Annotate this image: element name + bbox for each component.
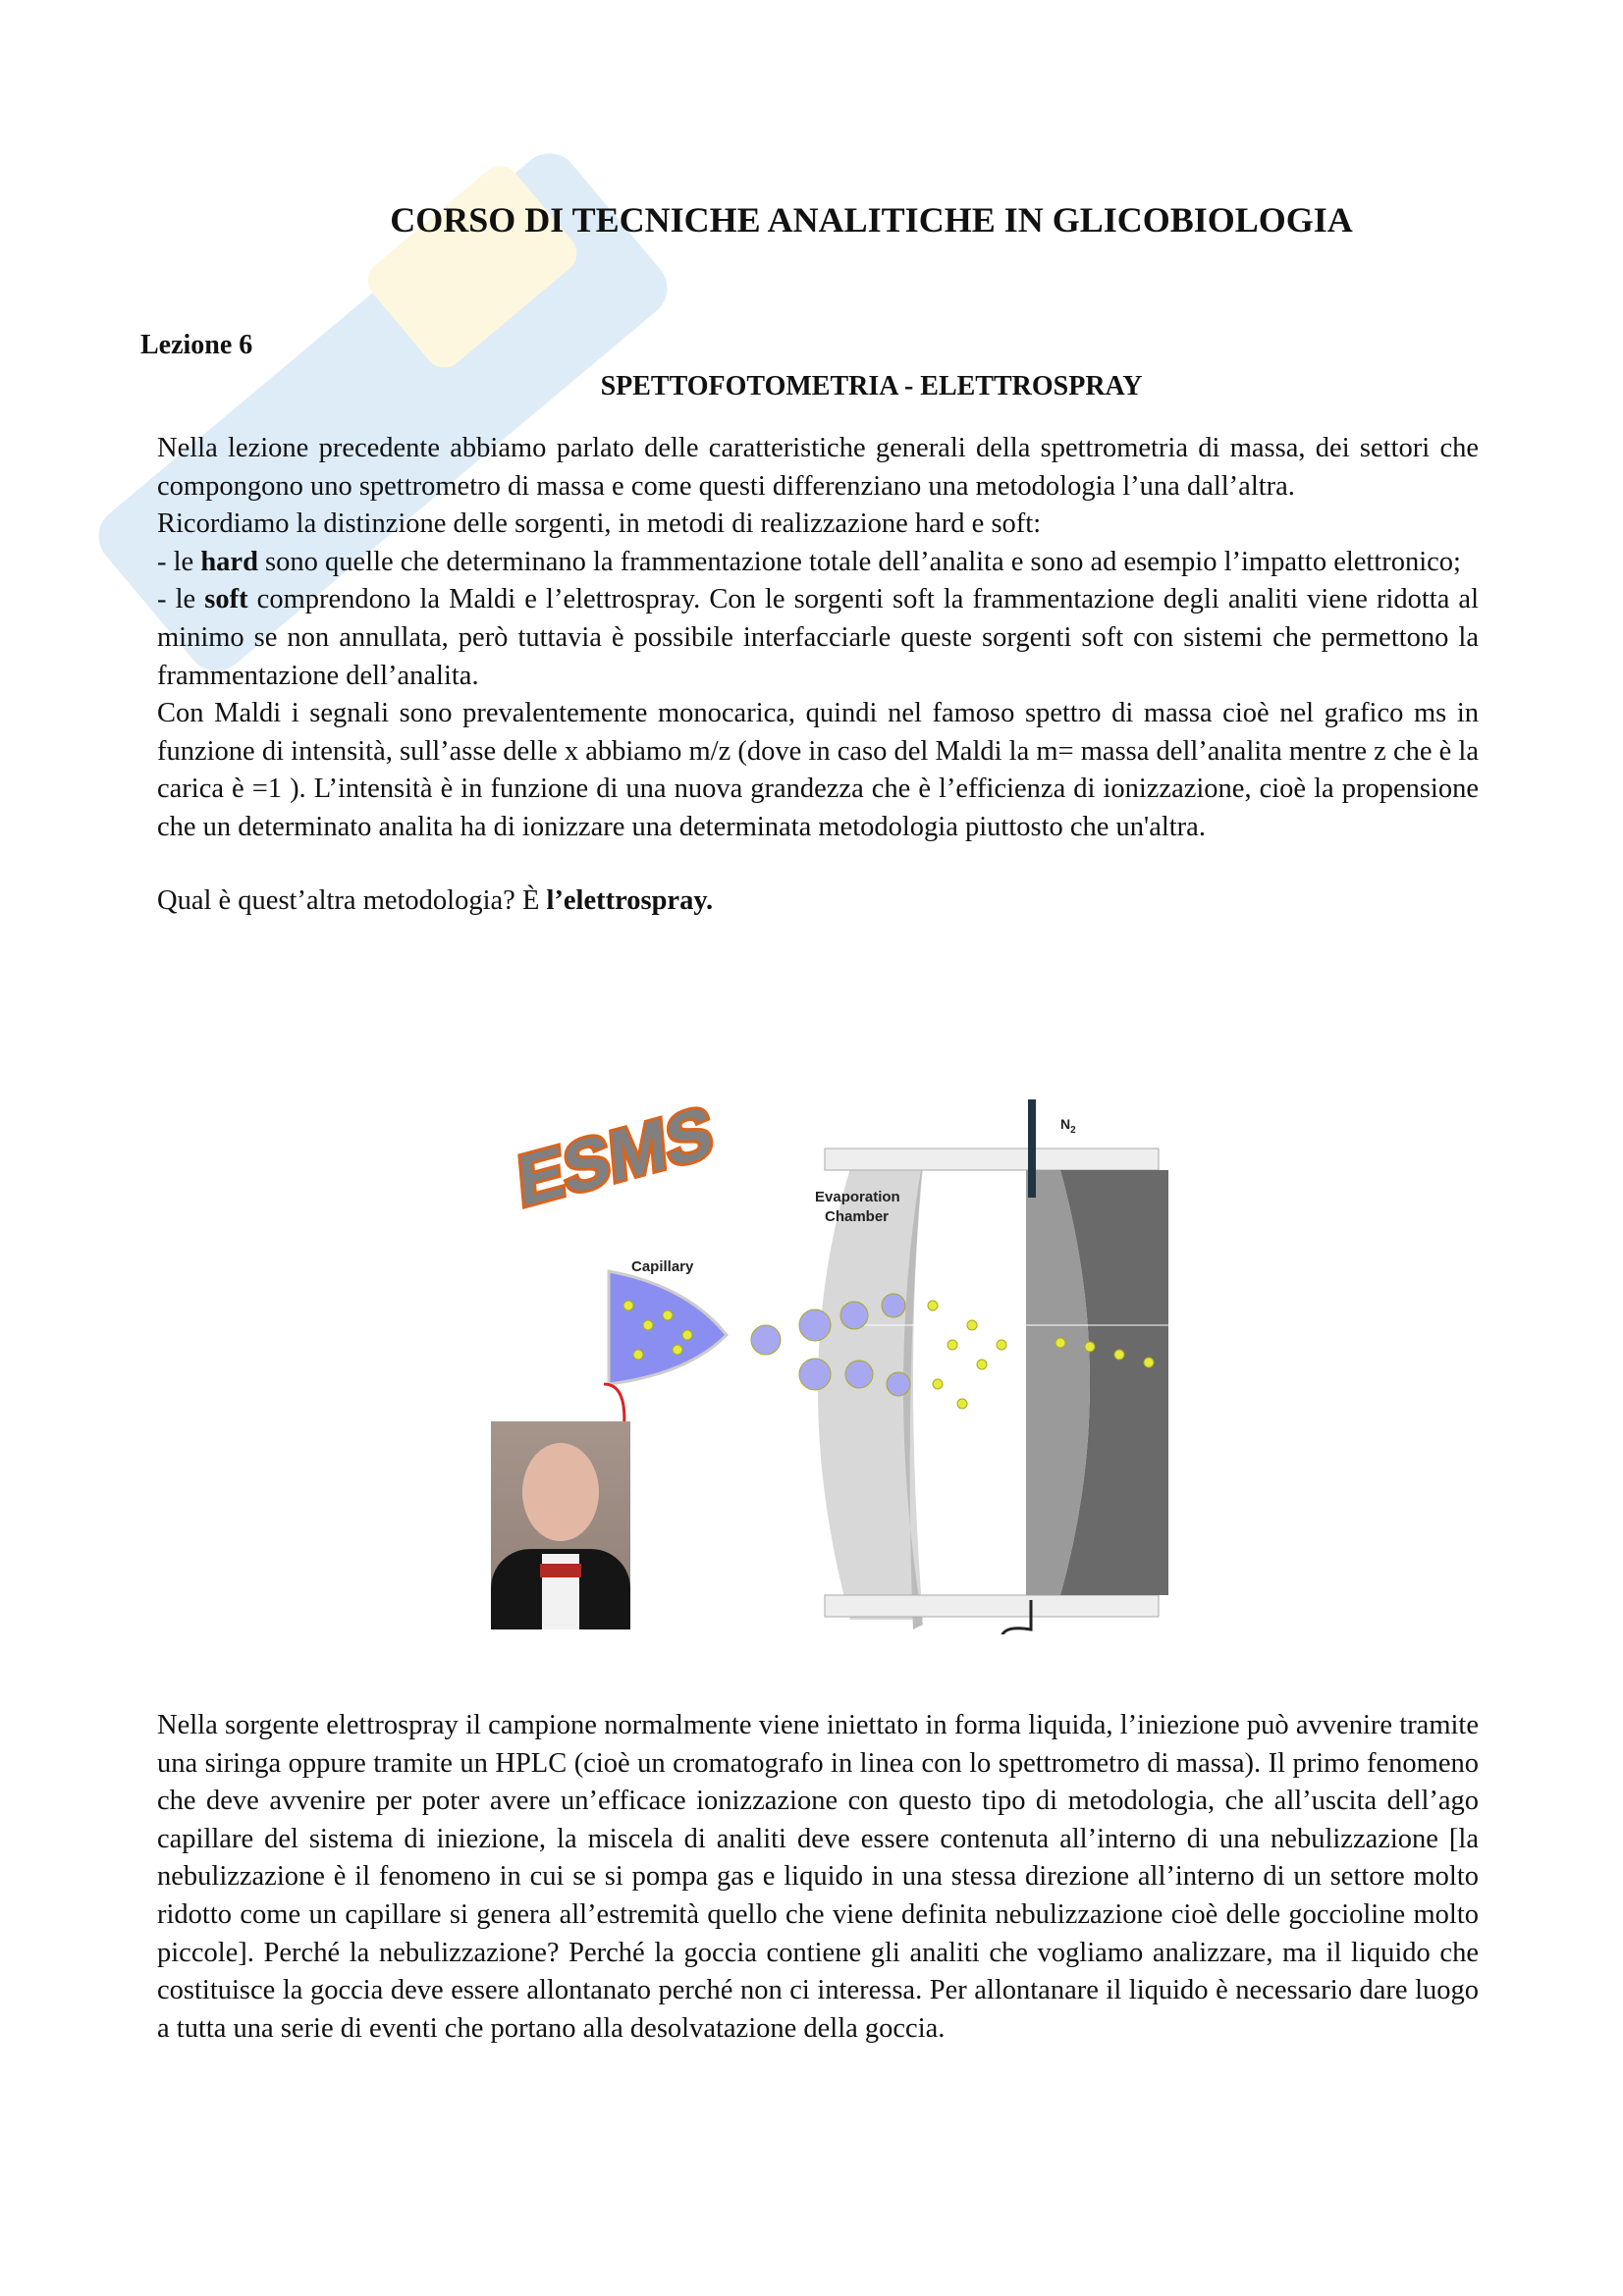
question-text: Qual è quest’altra metodologia? È — [157, 884, 547, 916]
soft-sources — [157, 581, 1479, 695]
sources-line: Ricordiamo la distinzione delle sorgenti, in metodi di realizzazione hard e soft: — [157, 508, 1042, 540]
gas-label: $N_2$ — [1060, 1116, 1076, 1136]
soft-term: soft — [204, 584, 248, 615]
lesson-label: Lezione 6 — [140, 330, 253, 360]
portrait-head — [522, 1443, 599, 1541]
question-line — [157, 882, 1479, 921]
chamber-label-1: Evaporation — [815, 1189, 900, 1205]
portrait-photo — [491, 1421, 630, 1629]
hard-prefix: - le — [157, 546, 201, 577]
section-subtitle: SPETTOFOTOMETRIA - ELETTROSPRAY — [600, 371, 1143, 401]
intro-line: Nella lezione precedente abbiamo parlato delle caratteristiche generali della spettrometria di massa, dei settori che compongono uno spettrometro di massa e come questi differenziano una metodologia l’una dall’altra. — [157, 433, 1479, 502]
esms-logo: ESMS — [514, 1091, 716, 1223]
portrait-bowtie — [540, 1564, 581, 1577]
electrospray-paragraph: Nella sorgente elettrospray il campione normalmente viene iniettato in forma liquida, l’iniezione può avvenire tramite una siringa oppure tramite un HPLC (cioè un cromatografo in linea con lo spettrometro di massa). Il primo fenomeno che deve avvenire per poter avere un’efficace ionizzazione con questo tipo di metodologia, che all’uscita dell’ago capillare del sistema di iniezione, la miscela di analiti deve essere contenuta all’interno di una nebulizzazione [la nebulizzazione è il fenomeno in cui se si pompa gas e liquido in una stessa direzione all’interno di un settore molto ridotto come un capillare si genera all’estremità quello che viene definita nebulizzazione cioè delle goccioline molto piccole]. Perché la nebulizzazione? Perché la goccia contiene gli analiti che vogliamo analizzare, ma il liquido che costituisce la goccia deve essere allontanato perché non ci interessa. Per allontanare il liquido è necessario dare luogo a tutta una serie di eventi che portano alla desolvatazione della goccia. — [157, 1710, 1479, 2044]
hard-text: sono quelle che determinano la frammentazione totale dell’analita e sono ad esempio l’impatto elettronico; — [257, 546, 1461, 577]
soft-text: comprendono la Maldi e l’elettrospray. Con le sorgenti soft la frammentazione degli analiti viene ridotta al minimo se non annullata, però tuttavia è possibile interfacciarle queste sorgenti soft con sistemi che permettono la frammentazione dell’analita. — [157, 584, 1480, 691]
document-title: CORSO DI TECNICHE ANALITICHE IN GLICOBIOLOGIA — [390, 200, 1353, 240]
hard-sources — [157, 544, 1479, 582]
capillary-label: Capillary — [631, 1258, 694, 1275]
question-answer: l’elettrospray. — [546, 884, 714, 916]
hard-term: hard — [200, 546, 258, 577]
intro-paragraph — [157, 430, 1479, 920]
soft-prefix: - le — [157, 584, 205, 615]
maldi-text: Con Maldi i segnali sono prevalentemente monocarica, quindi nel famoso spettro di massa cioè nel grafico ms in funzione di intensità, sull’asse delle x abbiamo m/z (dove in caso del Maldi la m= massa dell’analita mentre z che è la carica è =1 ). L’intensità è in funzione di una nuova grandezza che è l’efficienza di ionizzazione, cioè la propensione che un determinato analita ha di ionizzare una determinata metodologia piuttosto che un'altra. — [157, 698, 1479, 842]
chamber-label-2: Chamber — [825, 1208, 890, 1225]
